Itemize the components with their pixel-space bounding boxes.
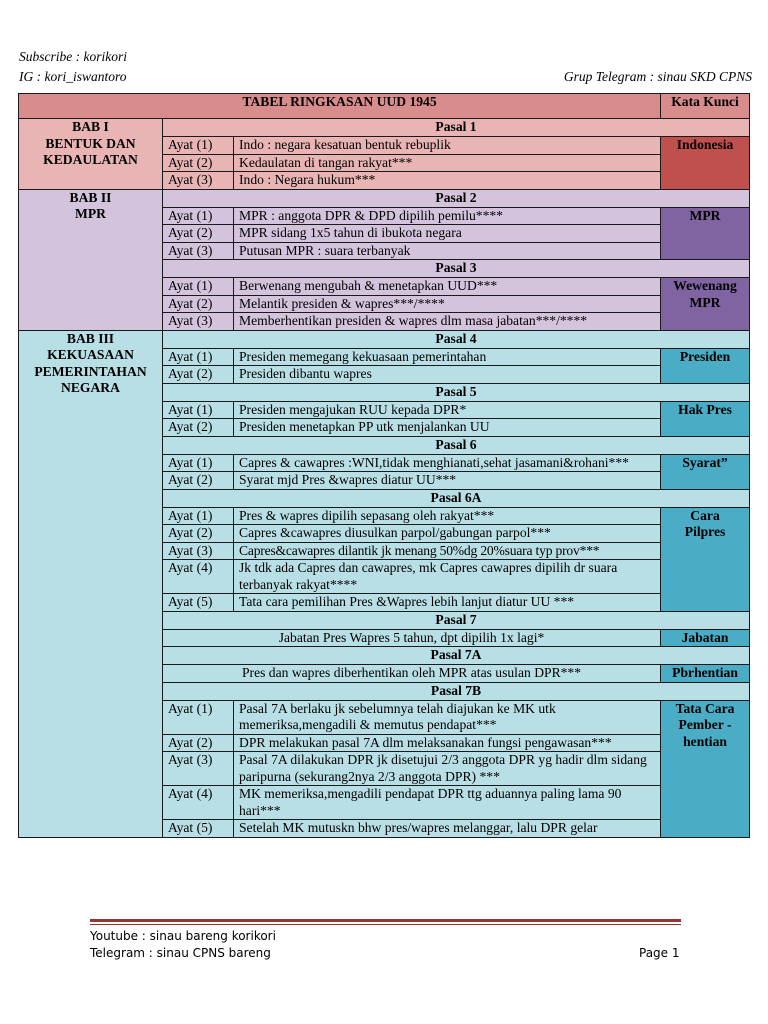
bab-1-label: BAB I BENTUK DAN KEDAULATAN <box>19 119 163 190</box>
keyword-mpr: MPR <box>661 207 750 260</box>
ayat-text: Presiden menetapkan PP utk menjalankan UU <box>234 419 661 437</box>
ayat-label: Ayat (2) <box>163 472 234 490</box>
keyword-cara-pilpres: Cara Pilpres <box>661 507 750 611</box>
ayat-text: Presiden mengajukan RUU kepada DPR* <box>234 401 661 419</box>
ayat-text: Berwenang mengubah & menetapkan UUD*** <box>234 278 661 296</box>
ayat-text: DPR melakukan pasal 7A dlm melaksanakan fungsi pengawasan*** <box>234 734 661 752</box>
ayat-text: Tata cara pemilihan Pres &Wapres lebih lanjut diatur UU *** <box>234 594 661 612</box>
ayat-text: Capres &cawapres diusulkan parpol/gabungan parpol*** <box>234 525 661 543</box>
ayat-text: Indo : Negara hukum*** <box>234 172 661 190</box>
ayat-label: Ayat (1) <box>163 278 234 296</box>
keyword-header: Kata Kunci <box>661 94 750 119</box>
ayat-label: Ayat (1) <box>163 700 234 734</box>
ayat-label: Ayat (2) <box>163 295 234 313</box>
ayat-text: Pres & wapres dipilih sepasang oleh rakyat*** <box>234 507 661 525</box>
ayat-text: Capres&cawapres dilantik jk menang 50%dg 20%suara typ prov*** <box>234 542 661 560</box>
ayat-label: Ayat (3) <box>163 172 234 190</box>
footer-rule-thin <box>90 924 681 925</box>
telegram-group-text: Grup Telegram : sinau SKD CPNS <box>563 69 752 84</box>
pasal-3-title: Pasal 3 <box>163 260 750 278</box>
ayat-label: Ayat (5) <box>163 594 234 612</box>
ayat-label: Ayat (3) <box>163 313 234 331</box>
pasal-7-text: Jabatan Pres Wapres 5 tahun, dpt dipilih 1x lagi* <box>163 629 661 647</box>
instagram-text: IG : kori_iswantoro <box>19 69 127 84</box>
ayat-label: Ayat (2) <box>163 225 234 243</box>
keyword-syarat: Syarat” <box>661 454 750 489</box>
pasal-4-title: Pasal 4 <box>163 330 750 348</box>
ayat-label: Ayat (3) <box>163 242 234 260</box>
ayat-text: Setelah MK mutuskn bhw pres/wapres melanggar, lalu DPR gelar <box>234 820 661 838</box>
page-number: Page 1 <box>639 946 680 960</box>
ayat-text: MPR : anggota DPR & DPD dipilih pemilu**** <box>234 207 661 225</box>
pasal-7a-title: Pasal 7A <box>163 647 750 665</box>
keyword-jabatan: Jabatan <box>661 629 750 647</box>
pasal-6-title: Pasal 6 <box>163 436 750 454</box>
ayat-text: Syarat mjd Pres &wapres diatur UU*** <box>234 472 661 490</box>
ayat-text: Pasal 7A dilakukan DPR jk disetujui 2/3 anggota DPR yg hadir dlm sidang paripurna (sekurang2nya 2/3 anggota DPR) *** <box>234 752 661 786</box>
ayat-label: Ayat (1) <box>163 454 234 472</box>
footer-rule-thick <box>90 919 681 922</box>
keyword-tata-cara-pemberhentian: Tata Cara Pember - hentian <box>661 700 750 837</box>
pasal-1-title: Pasal 1 <box>163 119 750 137</box>
subscribe-text: Subscribe : korikori <box>19 49 127 64</box>
ayat-label: Ayat (2) <box>163 366 234 384</box>
bab-3-label: BAB III KEKUASAAN PEMERINTAHAN NEGARA <box>19 330 163 837</box>
pasal-7a-text: Pres dan wapres diberhentikan oleh MPR atas usulan DPR*** <box>163 665 661 683</box>
ayat-text: Jk tdk ada Capres dan cawapres, mk Capres cawapres dipilih dr suara terbanyak rakyat**** <box>234 560 661 594</box>
ayat-text: Memberhentikan presiden & wapres dlm masa jabatan***/**** <box>234 313 661 331</box>
footer-telegram: Telegram : sinau CPNS bareng <box>90 946 271 960</box>
ayat-text: MPR sidang 1x5 tahun di ibukota negara <box>234 225 661 243</box>
ayat-text: Capres & cawapres :WNI,tidak menghianati,sehat jasamani&rohani*** <box>234 454 661 472</box>
ayat-label: Ayat (5) <box>163 820 234 838</box>
ayat-label: Ayat (2) <box>163 734 234 752</box>
pasal-7-title: Pasal 7 <box>163 611 750 629</box>
ayat-text: Presiden memegang kekuasaan pemerintahan <box>234 348 661 366</box>
keyword-hak-pres: Hak Pres <box>661 401 750 436</box>
keyword-wewenang-mpr: Wewenang MPR <box>661 278 750 331</box>
ayat-label: Ayat (1) <box>163 137 234 155</box>
ayat-label: Ayat (1) <box>163 507 234 525</box>
ayat-label: Ayat (1) <box>163 207 234 225</box>
bab-2-label: BAB II MPR <box>19 189 163 330</box>
keyword-pbrhentian: Pbrhentian <box>661 665 750 683</box>
footer-youtube: Youtube : sinau bareng korikori <box>90 929 276 943</box>
ayat-label: Ayat (1) <box>163 348 234 366</box>
ayat-label: Ayat (2) <box>163 154 234 172</box>
ayat-label: Ayat (3) <box>163 752 234 786</box>
ayat-text: Pasal 7A berlaku jk sebelumnya telah diajukan ke MK utk memeriksa,mengadili & memutus pendapat*** <box>234 700 661 734</box>
pasal-5-title: Pasal 5 <box>163 383 750 401</box>
ayat-label: Ayat (2) <box>163 419 234 437</box>
ayat-text: Presiden dibantu wapres <box>234 366 661 384</box>
table-title: TABEL RINGKASAN UUD 1945 <box>19 94 661 119</box>
pasal-6a-title: Pasal 6A <box>163 489 750 507</box>
keyword-indonesia: Indonesia <box>661 137 750 190</box>
ayat-label: Ayat (4) <box>163 560 234 594</box>
ayat-text: Putusan MPR : suara terbanyak <box>234 242 661 260</box>
ayat-text: MK memeriksa,mengadili pendapat DPR ttg aduannya paling lama 90 hari*** <box>234 786 661 820</box>
summary-table <box>18 93 750 838</box>
ayat-text: Kedaulatan di tangan rakyat*** <box>234 154 661 172</box>
pasal-7b-title: Pasal 7B <box>163 682 750 700</box>
ayat-text: Melantik presiden & wapres***/**** <box>234 295 661 313</box>
ayat-label: Ayat (3) <box>163 542 234 560</box>
keyword-presiden: Presiden <box>661 348 750 383</box>
ayat-label: Ayat (4) <box>163 786 234 820</box>
ayat-label: Ayat (1) <box>163 401 234 419</box>
pasal-2-title: Pasal 2 <box>163 189 750 207</box>
ayat-text: Indo : negara kesatuan bentuk rebuplik <box>234 137 661 155</box>
ayat-label: Ayat (2) <box>163 525 234 543</box>
